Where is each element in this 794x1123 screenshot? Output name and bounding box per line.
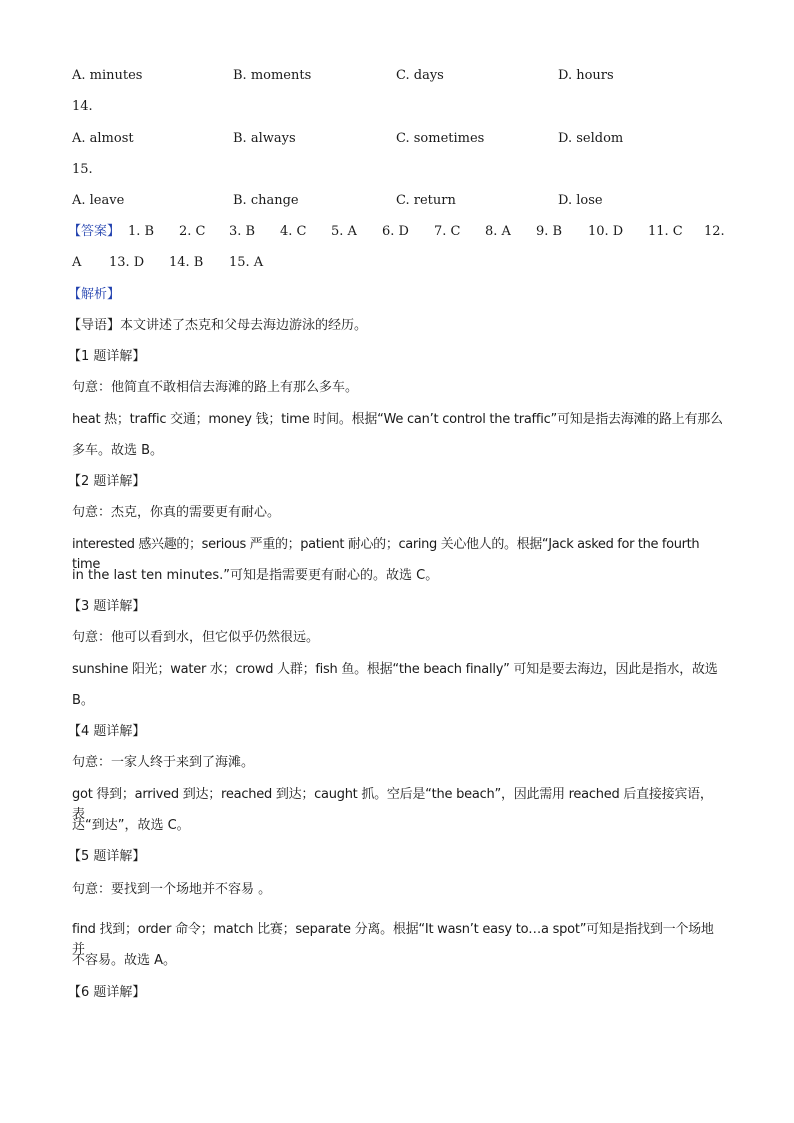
detail-3-line-2: B。 <box>72 693 94 708</box>
q13-option-d: D. hours <box>558 68 614 83</box>
detail-4-line-1: got 得到；arrived 到达；reached 到达；caught 抓。空后是“the beach”，因此需用 reached 后直接接宾语，表 <box>72 787 713 822</box>
q15-option-b: B. change <box>233 193 299 208</box>
answer-item: 4. C <box>280 224 307 239</box>
q15-number: 15. <box>72 162 93 177</box>
detail-5-line-1: find 找到；order 命令；match 比赛；separate 分离。根据“It wasn’t easy to…a spot”可知是指找到一个场地并 <box>72 922 714 957</box>
detail-2-line-2: in the last ten minutes.”可知是指需要更有耐心的。故选 C。 <box>72 568 439 583</box>
answer-item: 5. A <box>331 224 357 239</box>
answer-item: 15. A <box>229 255 264 270</box>
q14-option-d: D. seldom <box>558 131 624 146</box>
detail-2-title: 【2 题详解】 <box>68 474 146 489</box>
q14-number: 14. <box>72 99 93 114</box>
detail-3-meaning: 句意：他可以看到水，但它似乎仍然很远。 <box>72 630 320 645</box>
q14-option-b: B. always <box>233 131 296 146</box>
answer-item: 13. D <box>109 255 145 270</box>
answer-item: 6. D <box>382 224 409 239</box>
q14-option-c: C. sometimes <box>396 131 485 146</box>
detail-3-title: 【3 题详解】 <box>68 599 146 614</box>
detail-1-line-2: 多车。故选 B。 <box>72 443 164 458</box>
detail-4-line-2: 达“到达”，故选 C。 <box>72 818 190 833</box>
q15-option-a: A. leave <box>72 193 125 208</box>
answer-item: 12. <box>704 224 725 239</box>
answer-item: 7. C <box>434 224 461 239</box>
answer-item: 14. B <box>169 255 204 270</box>
analysis-label: 【解析】 <box>68 287 121 302</box>
detail-2-line-1: interested 感兴趣的；serious 严重的；patient 耐心的；caring 关心他人的。根据“Jack asked for the fourth time <box>72 537 700 572</box>
answer-item: 1. B <box>128 224 155 239</box>
detail-3-line-1: sunshine 阳光；water 水；crowd 人群；fish 鱼。根据“the beach finally” 可知是要去海边，因此是指水，故选 <box>72 662 718 677</box>
detail-4-meaning: 句意：一家人终于来到了海滩。 <box>72 755 255 770</box>
answer-item: 10. D <box>588 224 624 239</box>
q15-option-d: D. lose <box>558 193 603 208</box>
detail-5-meaning: 句意：要找到一个场地并不容易 。 <box>72 882 272 897</box>
intro-text: 【导语】本文讲述了杰克和父母去海边游泳的经历。 <box>68 318 368 333</box>
detail-1-title: 【1 题详解】 <box>68 349 146 364</box>
answer-item: 11. C <box>648 224 683 239</box>
q13-option-b: B. moments <box>233 68 312 83</box>
detail-6-title: 【6 题详解】 <box>68 985 146 1000</box>
detail-1-line-1: heat 热；traffic 交通；money 钱；time 时间。根据“We can’t control the traffic”可知是指去海滩的路上有那么 <box>72 412 723 427</box>
answer-item: A <box>72 255 82 270</box>
detail-1-meaning: 句意：他简直不敢相信去海滩的路上有那么多车。 <box>72 380 359 395</box>
q14-option-a: A. almost <box>72 131 134 146</box>
q15-option-c: C. return <box>396 193 456 208</box>
q13-option-c: C. days <box>396 68 444 83</box>
answer-item: 8. A <box>485 224 511 239</box>
detail-5-title: 【5 题详解】 <box>68 849 146 864</box>
detail-2-meaning: 句意：杰克，你真的需要更有耐心。 <box>72 505 281 520</box>
detail-5-line-2: 不容易。故选 A。 <box>72 953 177 968</box>
answer-item: 3. B <box>229 224 256 239</box>
answer-label: 【答案】 <box>68 224 121 239</box>
answer-item: 9. B <box>536 224 563 239</box>
q13-option-a: A. minutes <box>72 68 143 83</box>
answer-item: 2. C <box>179 224 206 239</box>
detail-4-title: 【4 题详解】 <box>68 724 146 739</box>
